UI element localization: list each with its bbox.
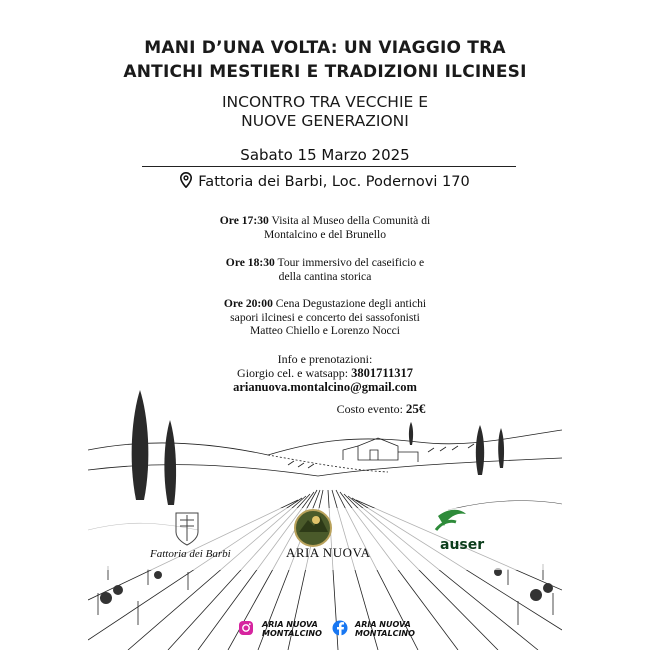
subtitle-line-2: NUOVE GENERAZIONI (241, 112, 409, 130)
facebook-line-2: MONTALCINO (355, 629, 415, 638)
title-line-1: MANI D’UNA VOLTA: UN VIAGGIO TRA (144, 38, 506, 58)
cost-label: Costo evento: (336, 402, 406, 416)
program-item-3 (88, 297, 562, 338)
title-line-2: ANTICHI MESTIERI E TRADIZIONI ILCINESI (123, 62, 527, 82)
phone-number[interactable]: 3801711317 (351, 366, 413, 380)
program-time: Ore 18:30 (225, 256, 275, 269)
location-text: Fattoria dei Barbi, Loc. Podernovi 170 (198, 174, 470, 190)
divider (142, 166, 516, 167)
info-heading: Info e prenotazioni: (277, 352, 373, 366)
contact-label: Giorgio cel. e watsapp: (237, 366, 352, 380)
program-desc: Tour immersivo del caseificio e (274, 256, 425, 269)
program-time: Ore 20:00 (223, 297, 273, 310)
facebook-icon (333, 621, 348, 636)
event-poster (88, 0, 562, 650)
program-item-1 (88, 214, 562, 241)
instagram-icon (239, 621, 253, 635)
event-date: Sabato 15 Marzo 2025 (240, 146, 410, 164)
event-cost (144, 401, 562, 417)
instagram-line-2: MONTALCINO (262, 629, 322, 638)
vineyard-landscape-illustration (88, 380, 562, 650)
program-desc: sapori ilcinesi e concerto dei sassofonisti (230, 310, 420, 324)
program-item-2 (88, 256, 562, 283)
auser-label: auser (440, 537, 485, 553)
subtitle-line-1: INCONTRO TRA VECCHIE E (221, 93, 429, 111)
program-desc: Cena Degustazione degli antichi (272, 297, 427, 310)
cost-value: 25€ (405, 401, 426, 416)
facebook-line-1: ARIA NUOVA (355, 620, 411, 629)
location-pin-icon (180, 172, 192, 192)
program-desc: della cantina storica (278, 269, 372, 283)
event-location (88, 172, 562, 192)
fattoria-dei-barbi-label: Fattoria dei Barbi (150, 548, 231, 560)
aria-nuova-logo (295, 510, 331, 546)
aria-nuova-label: ARIA NUOVA (286, 545, 371, 560)
program-desc: Montalcino e del Brunello (263, 227, 387, 241)
program-desc: Matteo Chiello e Lorenzo Nocci (249, 324, 401, 337)
program-time: Ore 17:30 (219, 214, 269, 227)
program-desc: Visita al Museo della Comunità di (268, 214, 431, 227)
instagram-line-1: ARIA NUOVA (262, 620, 318, 629)
email-address[interactable]: arianuova.montalcino@gmail.com (233, 380, 417, 394)
